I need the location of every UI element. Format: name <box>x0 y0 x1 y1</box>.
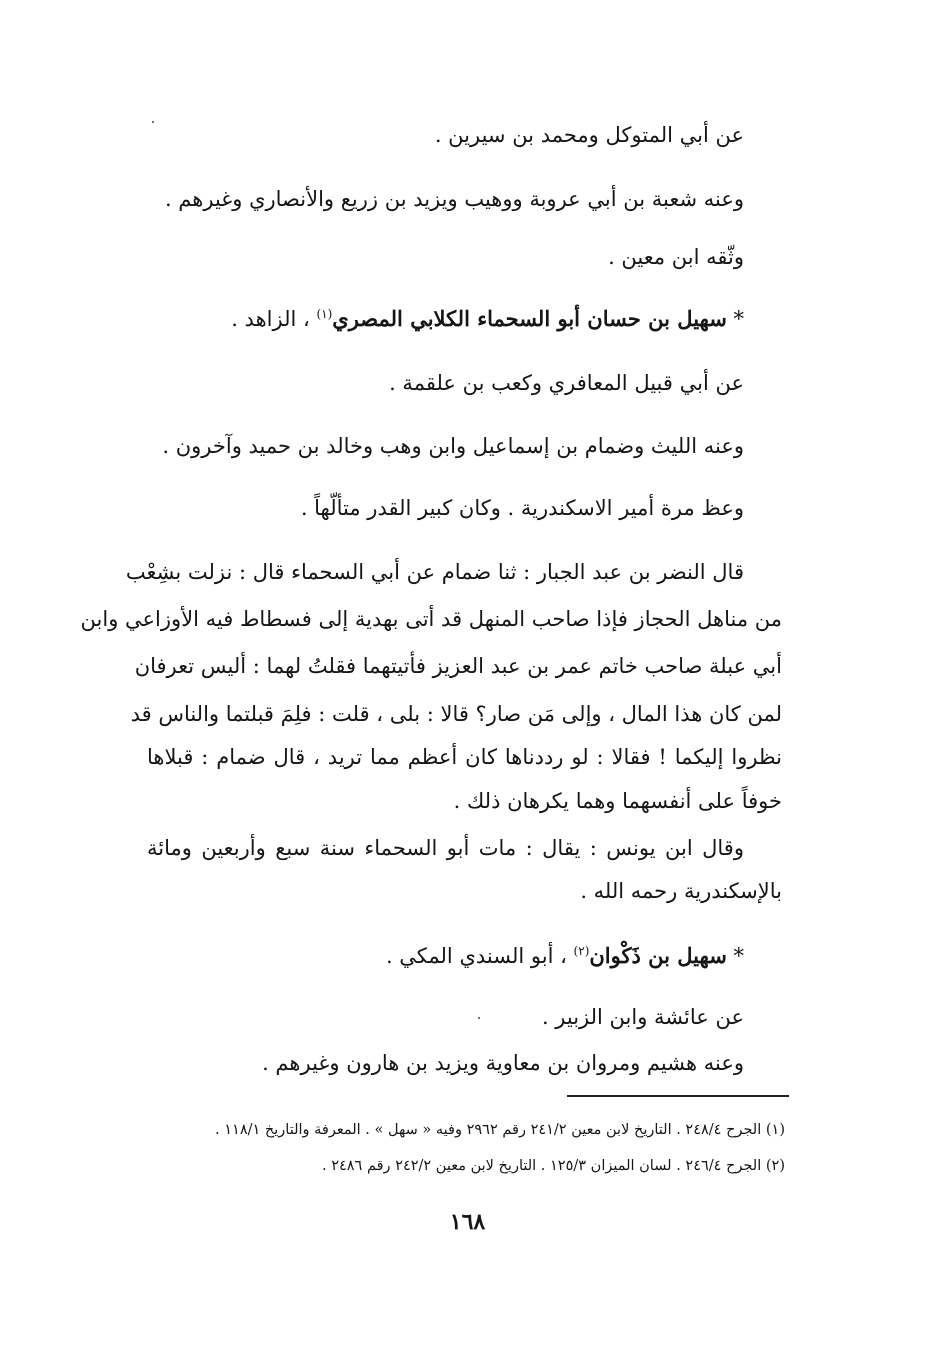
text-line: قال النضر بن عبد الجبار : ثنا ضمام عن أبي السحماء قال : نزلت بشِعْب <box>125 560 744 584</box>
footnote-text: الجرح ٢٤٦/٤ . لسان الميزان ١٢٥/٣ . التاريخ لابن معين ٢٤٢/٢ رقم ٢٤٨٦ . <box>321 1158 762 1174</box>
entry-bullet: * <box>733 307 744 331</box>
entry-heading-line <box>386 939 744 973</box>
text-line: وعنه هشيم ومروان بن معاوية ويزيد بن هارون وغيرهم . <box>262 1051 744 1075</box>
footnote <box>322 1154 785 1178</box>
page-number: ١٦٨ <box>449 1209 486 1235</box>
text-line: وعظ مرة أمير الاسكندرية . وكان كبير القدر متألّهاً . <box>300 496 744 520</box>
footnote-number: (٢) <box>765 1158 785 1174</box>
entry-epithet: ، أبو السندي المكي . <box>385 944 567 968</box>
text-line: عن عائشة وابن الزبير . <box>541 1005 744 1029</box>
entry-heading-line <box>231 302 744 336</box>
footnote-divider <box>567 1095 789 1097</box>
text-line: لمن كان هذا المال ، وإلى مَن صار؟ قالا : بلى ، قلت : فلِمَ قبلتما والناس قد <box>130 702 782 726</box>
entry-epithet: ، الزاهد . <box>231 307 310 331</box>
footnote-ref: (١) <box>316 307 333 321</box>
text-line: عن أبي المتوكل ومحمد بن سيرين . <box>434 123 744 147</box>
text-line: نظروا إليكما ! فقالا : لو رددناها كان أعظم مما تريد ، قال ضمام : قبلاها <box>147 745 782 769</box>
footnote-text: الجرح ٢٤٨/٤ . التاريخ لابن معين ٢٤١/٢ رقم ٢٩٦٢ وفيه « سهل » . المعرفة والتاريخ ١١٨/١ . <box>215 1122 762 1138</box>
text-line: وعنه شعبة بن أبي عروبة ووهيب ويزيد بن زريع والأنصاري وغيرهم . <box>164 187 744 211</box>
text-line: من مناهل الحجاز فإذا صاحب المنهل قد أتى بهدية إلى فسطاط فيه الأوزاعي وابن <box>80 607 782 631</box>
text-line: بالإسكندرية رحمه الله . <box>580 879 782 903</box>
text-line: وثّقه ابن معين . <box>608 245 744 269</box>
text-line: خوفاً على أنفسهما وهما يكرهان ذلك . <box>453 789 782 813</box>
entry-name: سهيل بن حسان أبو السحماء الكلابي المصري <box>332 306 727 331</box>
ink-speck <box>478 1017 480 1019</box>
text-line: وعنه الليث وضمام بن إسماعيل وابن وهب وخالد بن حميد وآخرون . <box>162 434 744 458</box>
text-line: وقال ابن يونس : يقال : مات أبو السحماء سنة سبع وأربعين ومائة <box>147 836 744 860</box>
ink-speck <box>152 121 154 123</box>
footnote-number: (١) <box>765 1122 785 1138</box>
footnote <box>215 1118 785 1142</box>
entry-bullet: * <box>733 944 744 968</box>
footnote-ref: (٢) <box>573 944 590 958</box>
text-line: أبي عبلة صاحب خاتم عمر بن عبد العزيز فأتيتهما فقلتُ لهما : أليس تعرفان <box>134 654 782 678</box>
entry-name: سهيل بن ذَكْوان <box>589 943 727 968</box>
text-line: عن أبي قبيل المعافري وكعب بن علقمة . <box>389 371 744 395</box>
